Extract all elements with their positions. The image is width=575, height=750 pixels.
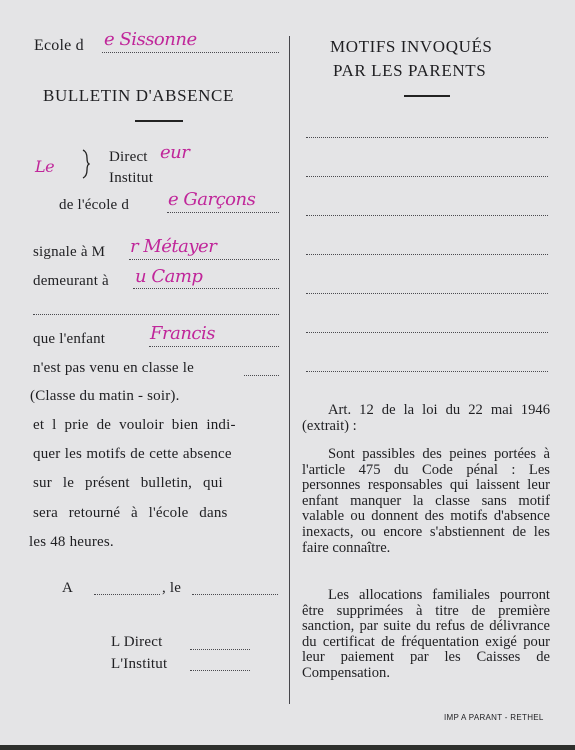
motifs-heading-line1: MOTIFS INVOQUÉS: [330, 37, 493, 56]
le-date-label: , le: [162, 580, 182, 596]
ecole-de-handwritten: e Garçons: [168, 189, 256, 210]
le-handwritten: Le: [35, 157, 55, 176]
law-paragraph-1: [302, 447, 550, 556]
title-underline: [135, 120, 183, 122]
a-label: A: [62, 580, 74, 596]
classe-label: (Classe du matin - soir).: [30, 388, 180, 404]
ecole-de-label: de l'école d: [59, 197, 130, 213]
motif-line-6: [306, 332, 548, 333]
ecole-handwritten: e Sissonne: [104, 29, 197, 50]
directeur-label: Direct: [109, 149, 148, 165]
sig-directeur-dotted-line: [190, 649, 250, 650]
sera-line: sera retourné à l'école dans: [33, 505, 228, 521]
enfant-label: que l'enfant: [33, 331, 106, 347]
venu-label: n'est pas venu en classe le: [33, 360, 194, 376]
instituteur-label: Institut: [109, 170, 154, 186]
brace-icon: [81, 149, 90, 179]
sig-instituteur-dotted-line: [190, 670, 250, 671]
place-dotted-line: [94, 594, 160, 595]
enfant-dotted-line: [149, 346, 279, 347]
sur-line: sur le présent bulletin, qui: [33, 475, 223, 491]
signale-dotted-line: [129, 259, 279, 260]
address-dotted-line: [33, 314, 279, 315]
sig-directeur-label: L Direct: [111, 634, 163, 650]
ecole-de-dotted-line: [167, 212, 279, 213]
law-paragraph-2-text: Les allocations familiales pourront être supprimées à titre de première sanction, par suite du refus de délivrance du certificat de fréquentation exigé pour leur paiement par les Caisses de Compensation.: [302, 587, 550, 681]
motif-line-4: [306, 254, 548, 255]
motif-line-3: [306, 215, 548, 216]
signale-handwritten: r Métayer: [130, 236, 217, 257]
signale-label: signale à M: [33, 244, 106, 260]
motifs-underline: [404, 95, 450, 97]
demeurant-label: demeurant à: [33, 273, 109, 289]
motif-line-7: [306, 371, 548, 372]
ecole-label: Ecole d: [34, 37, 84, 54]
motif-line-2: [306, 176, 548, 177]
motifs-line: quer les motifs de cette absence: [33, 446, 232, 462]
motifs-heading-line2: PAR LES PARENTS: [333, 61, 487, 80]
law-paragraph-2: [302, 588, 550, 682]
imprint: IMP A PARANT - RETHEL: [444, 713, 544, 722]
column-divider: [289, 36, 290, 704]
motif-line-1: [306, 137, 548, 138]
prie-line: et l prie de vouloir bien indi-: [33, 417, 236, 433]
law-paragraph-1-text: Sont passibles des peines portées à l'article 475 du Code pénal : Les personnes responsables qui laissent leur enfant manquer la classe sans motif valable ou donnent des motifs d'absence inexacts, ou encore s'abstiennent de les faire connaître.: [302, 446, 550, 556]
demeurant-dotted-line: [133, 288, 279, 289]
heures-line: les 48 heures.: [29, 534, 114, 550]
directeur-handwritten: eur: [160, 142, 190, 163]
bulletin-title: BULLETIN D'ABSENCE: [43, 86, 234, 105]
law-title: Art. 12 de la loi du 22 mai 1946 (extrait) :: [302, 402, 550, 434]
sig-instituteur-label: L'Institut: [111, 656, 168, 672]
enfant-handwritten: Francis: [150, 323, 215, 344]
date-dotted-line: [244, 375, 279, 376]
ecole-dotted-line: [102, 52, 279, 53]
signature-date-dotted-line: [192, 594, 278, 595]
motif-line-5: [306, 293, 548, 294]
demeurant-handwritten: u Camp: [135, 266, 203, 287]
